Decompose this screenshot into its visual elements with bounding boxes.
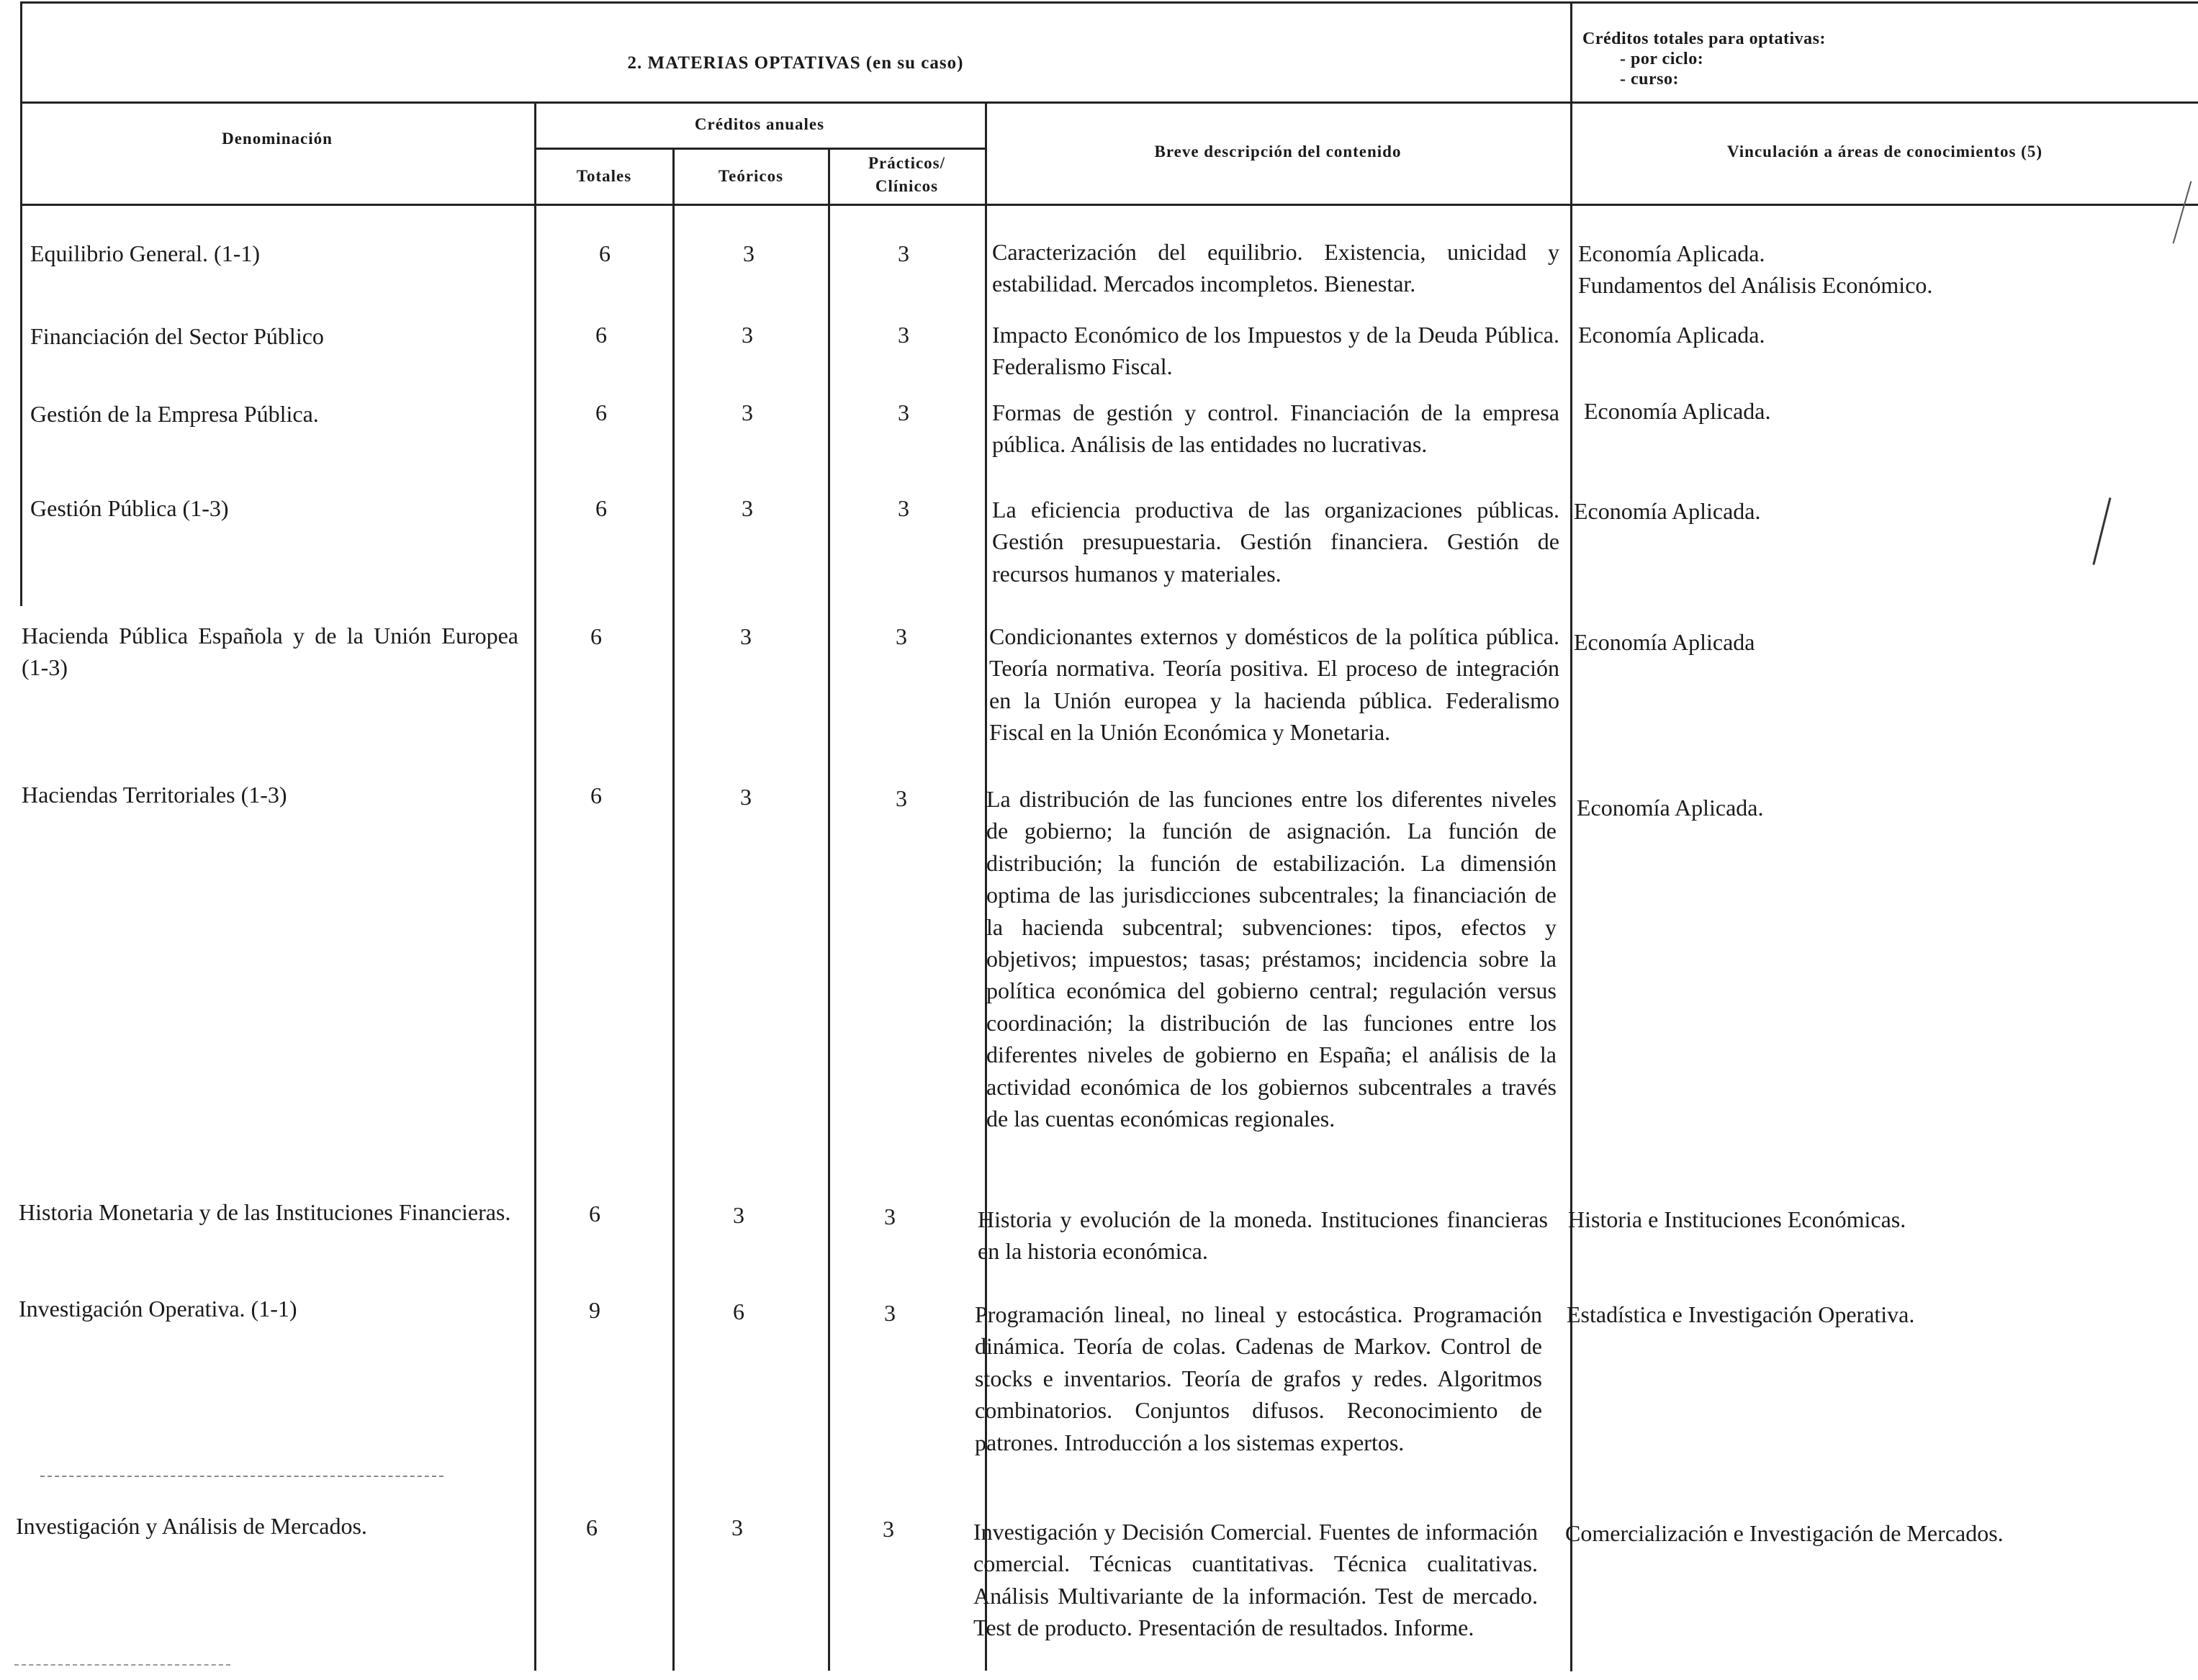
row-6-area: Historia e Instituciones Económicas. xyxy=(1568,1206,1906,1232)
col-header-descripcion: Breve descripción del contenido xyxy=(1154,143,1402,161)
row-8-name: Investigación y Análisis de Mercados. xyxy=(16,1513,367,1539)
row-6-name: Historia Monetaria y de las Instituciones Financieras. xyxy=(19,1199,511,1225)
row-2-totales: 6 xyxy=(595,399,607,425)
row-2-area: Economía Aplicada. xyxy=(1584,398,1771,424)
col-header-creditos-anuales: Créditos anuales xyxy=(694,115,825,133)
row-4-practicos: 3 xyxy=(896,623,907,649)
row-3-teoricos: 3 xyxy=(742,495,753,521)
row-0-area: Economía Aplicada. Fundamentos del Análisis Económico. xyxy=(1578,240,1933,298)
col-header-totales: Totales xyxy=(576,167,632,185)
credits-total-label: Créditos totales para optativas: xyxy=(1582,30,1826,48)
row-1-area: Economía Aplicada. xyxy=(1578,322,1765,348)
row-3-description: La eficiencia productiva de las organizaciones públicas. Gestión presupuestaria. Gestión financiera. Gestión de recursos humanos y materiales. xyxy=(992,497,1559,587)
row-7-teoricos: 6 xyxy=(733,1299,744,1324)
row-4-totales: 6 xyxy=(590,623,602,649)
row-1-totales: 6 xyxy=(595,322,607,348)
row-4-teoricos: 3 xyxy=(740,623,752,649)
col-header-teoricos: Teóricos xyxy=(718,167,784,185)
credits-por-ciclo: - por ciclo: xyxy=(1620,50,1704,68)
row-8-description: Investigación y Decisión Comercial. Fuentes de información comercial. Técnicas cuantitativas. Técnica cualitativas. Análisis Multivariante de la información. Test de mercado. Test de producto. Presentación de resultados. Informe. xyxy=(973,1519,1538,1641)
row-0-totales: 6 xyxy=(599,240,611,266)
row-4-description: Condicionantes externos y domésticos de la política pública. Teoría normativa. Teoría positiva. El proceso de integración en la Unión europea y la hacienda pública. Federalismo Fiscal en la Unión Económica y Monetaria. xyxy=(989,623,1559,746)
row-5-description: La distribución de las funciones entre los diferentes niveles de gobierno; la función de asignación. La función de distribución; la función de estabilización. La dimensión optima de las jurisdicciones subcentrales; la financiación de la hacienda subcentral; subvenciones: tipos, efectos y objetivos; impuestos; tasas; préstamos; incidencia sobre la política económica del gobierno central; regulación versus coordinación; la distribución de las funciones entre los diferentes niveles de gobierno en España; el análisis de la actividad económica de los gobiernos subcentrales a través de las cuentas económicas regionales. xyxy=(986,786,1557,1132)
column-header-bottom xyxy=(20,204,2198,206)
row-1-name: Financiación del Sector Público xyxy=(30,323,324,349)
row-7-description: Programación lineal, no lineal y estocástica. Programación dinámica. Teoría de colas. Cadenas de Markov. Control de stocks e inventarios. Teoría de grafos y redes. Algoritmos combinatorios. Conjuntos difusos. Reconocimiento de patrones. Introducción a los sistemas expertos. xyxy=(975,1301,1542,1455)
row-6-practicos: 3 xyxy=(884,1203,896,1229)
row-1-practicos: 3 xyxy=(898,322,909,348)
row-8-totales: 6 xyxy=(586,1514,598,1540)
row-5-area: Economía Aplicada. xyxy=(1577,795,1764,821)
row-8-area: Comercialización e Investigación de Mercados. xyxy=(1565,1520,2004,1546)
scan-artifact-mark xyxy=(2173,181,2192,243)
col-divider-vinculacion xyxy=(1570,1,1572,1671)
row-7-totales: 9 xyxy=(589,1297,600,1323)
credits-total-block xyxy=(1582,29,1826,89)
row-3-totales: 6 xyxy=(595,495,607,521)
row-2-practicos: 3 xyxy=(898,399,909,425)
col-divider-totales xyxy=(534,101,536,1671)
row-6-description: Historia y evolución de la moneda. Instituciones financieras en la historia económica. xyxy=(978,1206,1548,1265)
row-7-area: Estadística e Investigación Operativa. xyxy=(1567,1301,1915,1327)
row-1-teoricos: 3 xyxy=(742,322,753,348)
row-8-practicos: 3 xyxy=(883,1516,894,1542)
col-divider-teoricos xyxy=(672,148,675,1671)
row-4-name: Hacienda Pública Española y de la Unión Europea (1-3) xyxy=(22,623,518,680)
row-5-teoricos: 3 xyxy=(740,784,752,810)
col-divider-practicos xyxy=(828,148,830,1671)
row-3-area: Economía Aplicada. xyxy=(1574,498,1761,524)
row-2-teoricos: 3 xyxy=(742,399,753,425)
credits-subheader-divider xyxy=(534,148,985,150)
row-7-practicos: 3 xyxy=(884,1300,896,1326)
row-5-totales: 6 xyxy=(590,782,602,808)
row-0-name: Equilibrio General. (1-1) xyxy=(30,240,260,266)
row-7-name: Investigación Operativa. (1-1) xyxy=(19,1296,297,1322)
header-divider xyxy=(20,101,2198,104)
row-0-practicos: 3 xyxy=(898,240,909,266)
row-6-totales: 6 xyxy=(589,1201,600,1227)
row-1-description: Impacto Económico de los Impuestos y de la Deuda Pública. Federalismo Fiscal. xyxy=(992,322,1559,380)
col-header-denominacion: Denominación xyxy=(222,130,333,148)
row-3-name: Gestión Pública (1-3) xyxy=(30,495,229,521)
credits-curso: - curso: xyxy=(1620,70,1679,89)
scan-artifact-line xyxy=(40,1476,443,1477)
table-left-border xyxy=(20,1,22,606)
table-top-border xyxy=(20,1,2198,4)
row-5-practicos: 3 xyxy=(896,785,907,811)
col-header-practicos-1: Prácticos/ xyxy=(868,154,946,172)
row-0-teoricos: 3 xyxy=(743,240,755,266)
row-8-teoricos: 3 xyxy=(731,1514,743,1540)
section-title: 2. MATERIAS OPTATIVAS (en su caso) xyxy=(627,53,964,73)
row-2-description: Formas de gestión y control. Financiación de la empresa pública. Análisis de las entidades no lucrativas. xyxy=(992,399,1559,458)
scan-artifact-line xyxy=(14,1664,230,1666)
col-header-vinculacion: Vinculación a áreas de conocimientos (5) xyxy=(1727,143,2042,161)
col-header-practicos-2: Clínicos xyxy=(875,177,939,195)
row-6-teoricos: 3 xyxy=(733,1202,744,1228)
row-3-practicos: 3 xyxy=(898,495,909,521)
row-2-name: Gestión de la Empresa Pública. xyxy=(30,401,319,427)
row-5-name: Haciendas Territoriales (1-3) xyxy=(22,782,287,808)
row-4-area: Economía Aplicada xyxy=(1574,629,1755,655)
row-0-description: Caracterización del equilibrio. Existencia, unicidad y estabilidad. Mercados incompletos. Bienestar. xyxy=(992,239,1559,297)
